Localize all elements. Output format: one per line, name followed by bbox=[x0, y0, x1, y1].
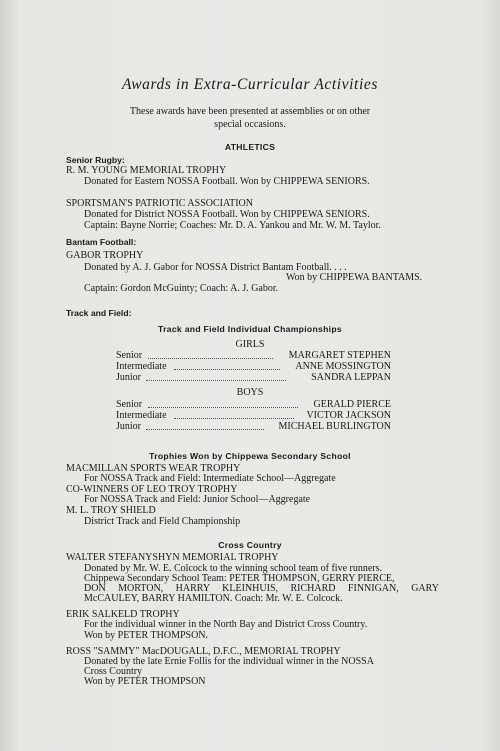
winner-name: MICHAEL BURLINGTON bbox=[278, 421, 391, 432]
stefanyshyn-trophy-name: WALTER STEFANYSHYN MEMORIAL TROPHY bbox=[66, 552, 279, 563]
macmillan-trophy-desc: For NOSSA Track and Field: Intermediate School—Aggregate bbox=[84, 473, 336, 484]
girls-junior-row bbox=[116, 372, 391, 383]
sportsman-trophy-name: SPORTSMAN'S PATRIOTIC ASSOCIATION bbox=[66, 198, 253, 209]
gabor-trophy-name: GABOR TROPHY bbox=[66, 250, 144, 261]
winner-name: ANNE MOSSINGTON bbox=[295, 361, 391, 372]
bantam-football-heading: Bantam Football: bbox=[66, 237, 137, 247]
boys-intermediate-row bbox=[116, 410, 391, 421]
level-label: Junior bbox=[116, 421, 141, 432]
boys-junior-row bbox=[116, 421, 391, 432]
macdougall-desc-1: Donated by the late Ernie Follis for the individual winner in the NOSSA bbox=[84, 656, 374, 667]
troy-shield-name: M. L. TROY SHIELD bbox=[66, 505, 156, 516]
macmillan-trophy-name: MACMILLAN SPORTS WEAR TROPHY bbox=[66, 463, 241, 474]
stefanyshyn-desc-4: McCAULEY, BARRY HAMILTON. Coach: Mr. W. E. Colcock. bbox=[84, 593, 343, 604]
winner-name: SANDRA LEPPAN bbox=[311, 372, 391, 383]
page-title: Awards in Extra-Curricular Activities bbox=[122, 76, 378, 93]
intro-line-1: These awards have been presented at assemblies or on other bbox=[129, 106, 371, 117]
winner-name: GERALD PIERCE bbox=[313, 399, 391, 410]
level-label: Senior bbox=[116, 350, 143, 361]
leader-dots bbox=[174, 369, 280, 370]
macdougall-desc-2: Cross Country bbox=[84, 666, 143, 677]
senior-rugby-heading: Senior Rugby: bbox=[66, 155, 125, 165]
macdougall-trophy-name: ROSS "SAMMY" MacDOUGALL, D.F.C., MEMORIAL TROPHY bbox=[66, 646, 341, 657]
winner-name: VICTOR JACKSON bbox=[306, 410, 391, 421]
young-trophy-name: R. M. YOUNG MEMORIAL TROPHY bbox=[66, 165, 227, 176]
macdougall-desc-3: Won by PETER THOMPSON bbox=[84, 676, 206, 687]
girls-senior-row bbox=[116, 350, 391, 361]
boys-senior-row bbox=[116, 399, 391, 410]
leader-dots bbox=[148, 358, 273, 359]
level-label: Intermediate bbox=[116, 361, 167, 372]
trophies-won-heading: Trophies Won by Chippewa Secondary School bbox=[149, 451, 351, 461]
girls-intermediate-row bbox=[116, 361, 391, 372]
sportsman-trophy-desc-1: Donated for District NOSSA Football. Won by CHIPPEWA SENIORS. bbox=[84, 209, 370, 220]
winner-name: MARGARET STEPHEN bbox=[288, 350, 391, 361]
level-label: Intermediate bbox=[116, 410, 167, 421]
individual-championships-heading: Track and Field Individual Championships bbox=[158, 324, 342, 334]
salkeld-desc-2: Won by PETER THOMPSON. bbox=[84, 630, 209, 641]
sportsman-trophy-desc-2: Captain: Bayne Norrie; Coaches: Mr. D. A. Yankou and Mr. W. M. Taylor. bbox=[84, 220, 381, 231]
salkeld-desc-1: For the individual winner in the North Bay and District Cross Country. bbox=[84, 619, 368, 630]
leader-dots bbox=[146, 380, 286, 381]
salkeld-trophy-name: ERIK SALKELD TROPHY bbox=[66, 609, 180, 620]
cross-country-heading: Cross Country bbox=[218, 540, 282, 550]
girls-label: GIRLS bbox=[235, 339, 265, 350]
leader-dots bbox=[174, 418, 294, 419]
young-trophy-desc: Donated for Eastern NOSSA Football. Won by CHIPPEWA SENIORS. bbox=[84, 176, 370, 187]
stefanyshyn-desc-1: Donated by Mr. W. E. Colcock to the winning school team of five runners. bbox=[84, 563, 383, 574]
level-label: Senior bbox=[116, 399, 143, 410]
gabor-trophy-desc-2: Won by CHIPPEWA BANTAMS. bbox=[286, 272, 423, 283]
intro-line-2: special occasions. bbox=[214, 119, 286, 130]
leo-troy-trophy-name: CO-WINNERS OF LEO TROY TROPHY bbox=[66, 484, 238, 495]
stefanyshyn-desc-2: Chippewa Secondary School Team: PETER THOMPSON, GERRY PIERCE, bbox=[84, 573, 395, 584]
gabor-trophy-desc-3: Captain: Gordon McGuinty; Coach: A. J. Gabor. bbox=[84, 283, 279, 294]
leo-troy-trophy-desc: For NOSSA Track and Field: Junior School—Aggregate bbox=[84, 494, 311, 505]
athletics-heading: ATHLETICS bbox=[224, 142, 276, 152]
leader-dots bbox=[148, 407, 298, 408]
boys-label: BOYS bbox=[236, 387, 264, 398]
level-label: Junior bbox=[116, 372, 141, 383]
leader-dots bbox=[146, 429, 264, 430]
gabor-trophy-desc-1: Donated by A. J. Gabor for NOSSA District Bantam Football. . . . bbox=[84, 262, 347, 273]
troy-shield-desc: District Track and Field Championship bbox=[84, 516, 241, 527]
stefanyshyn-desc-3: DON MORTON, HARRY KLEINHUIS, RICHARD FINNIGAN, GARY bbox=[84, 583, 439, 594]
track-field-heading: Track and Field: bbox=[66, 308, 132, 318]
